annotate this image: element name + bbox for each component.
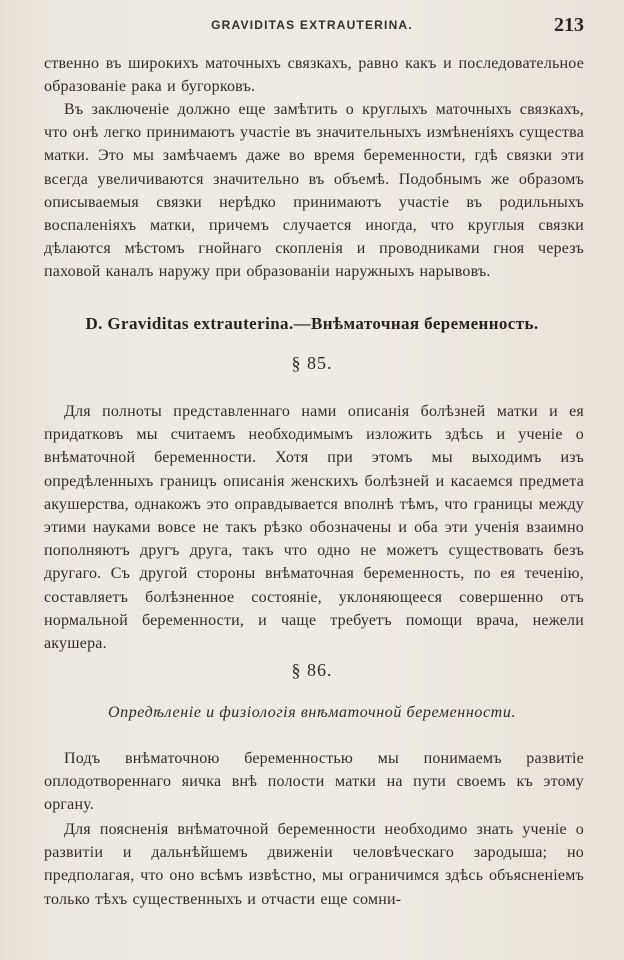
paragraph-86-explanation (44, 818, 584, 911)
paragraph-text: ственно въ широкихъ маточныхъ связкахъ, равно какъ и последовательное образованіе рака и бугорковъ. (44, 55, 584, 96)
paragraph-85-body (44, 400, 584, 655)
running-header (0, 14, 624, 40)
paragraph-number-86: § 86. (291, 660, 333, 680)
subsection-heading: Опредѣленіе и физіологія внѣматочной беременности. (107, 704, 517, 721)
paragraph-text: Для поясненія внѣматочной беременности необходимо знать ученіе о развитіи и дальнѣйшемъ движеніи человѣческаго зародыша; но предполагая, что оно всѣмъ извѣстно, мы ограничимся здѣсь объясненіемъ только тѣхъ существенныхъ и отчасти еще сомни- (44, 821, 584, 908)
running-title: GRAVIDITAS EXTRAUTERINA. (211, 18, 413, 32)
section-heading: D. Graviditas extrauterina.—Внѣматочная беременность. (85, 314, 539, 333)
paragraph-text: Для полноты представленнаго нами описанія болѣзней матки и ея придатковъ мы считаемъ необходимымъ изложить здѣсь и ученіе о внѣматочной беременности. Хотя при этомъ мы выходимъ изъ опредѣленныхъ границъ описанія женскихъ болѣзней и касаемся предмета акушерства, однакожъ это оправдывается вполнѣ тѣмъ, что границы между этими науками вовсе не такъ рѣзко обозначены и оба эти ученія взаимно пополняютъ другъ друга, такъ что одно не можетъ существовать безъ другаго. Съ другой стороны внѣматочная беременность, по ея теченію, составляетъ болѣзненное состояніе, уклоняющееся совершенно отъ нормальной беременности, и чаще требуетъ помощи врача, нежели акушера. (44, 403, 584, 653)
paragraph-number-85: § 85. (291, 353, 333, 373)
paragraph-continued (44, 52, 584, 98)
paragraph-round-ligaments (44, 98, 584, 284)
paragraph-text: Въ заключеніе должно еще замѣтить о круглыхъ маточныхъ связкахъ, что онѣ легко принимаютъ участіе въ значительныхъ измѣненіяхъ существа матки. Это мы замѣчаемъ даже во время беременности, гдѣ связки эти всегда увеличиваются значительно въ объемѣ. Подобнымъ же образомъ описываемыя связки нерѣдко принимаютъ участіе въ родильныхъ воспаленіяхъ матки, причемъ случается иногда, что круглыя связки дѣлаются мѣстомъ гнойнаго скопленія и проводниками гноя черезъ паховой каналъ наружу при образованіи наружныхъ нарывовъ. (44, 101, 584, 281)
page-number: 213 (554, 14, 584, 36)
paragraph-86-definition (44, 747, 584, 817)
paragraph-text: Подъ внѣматочною беременностью мы понимаемъ развитіе оплодотвореннаго яичка внѣ полости матки на пути своемъ къ этому органу. (44, 750, 584, 814)
